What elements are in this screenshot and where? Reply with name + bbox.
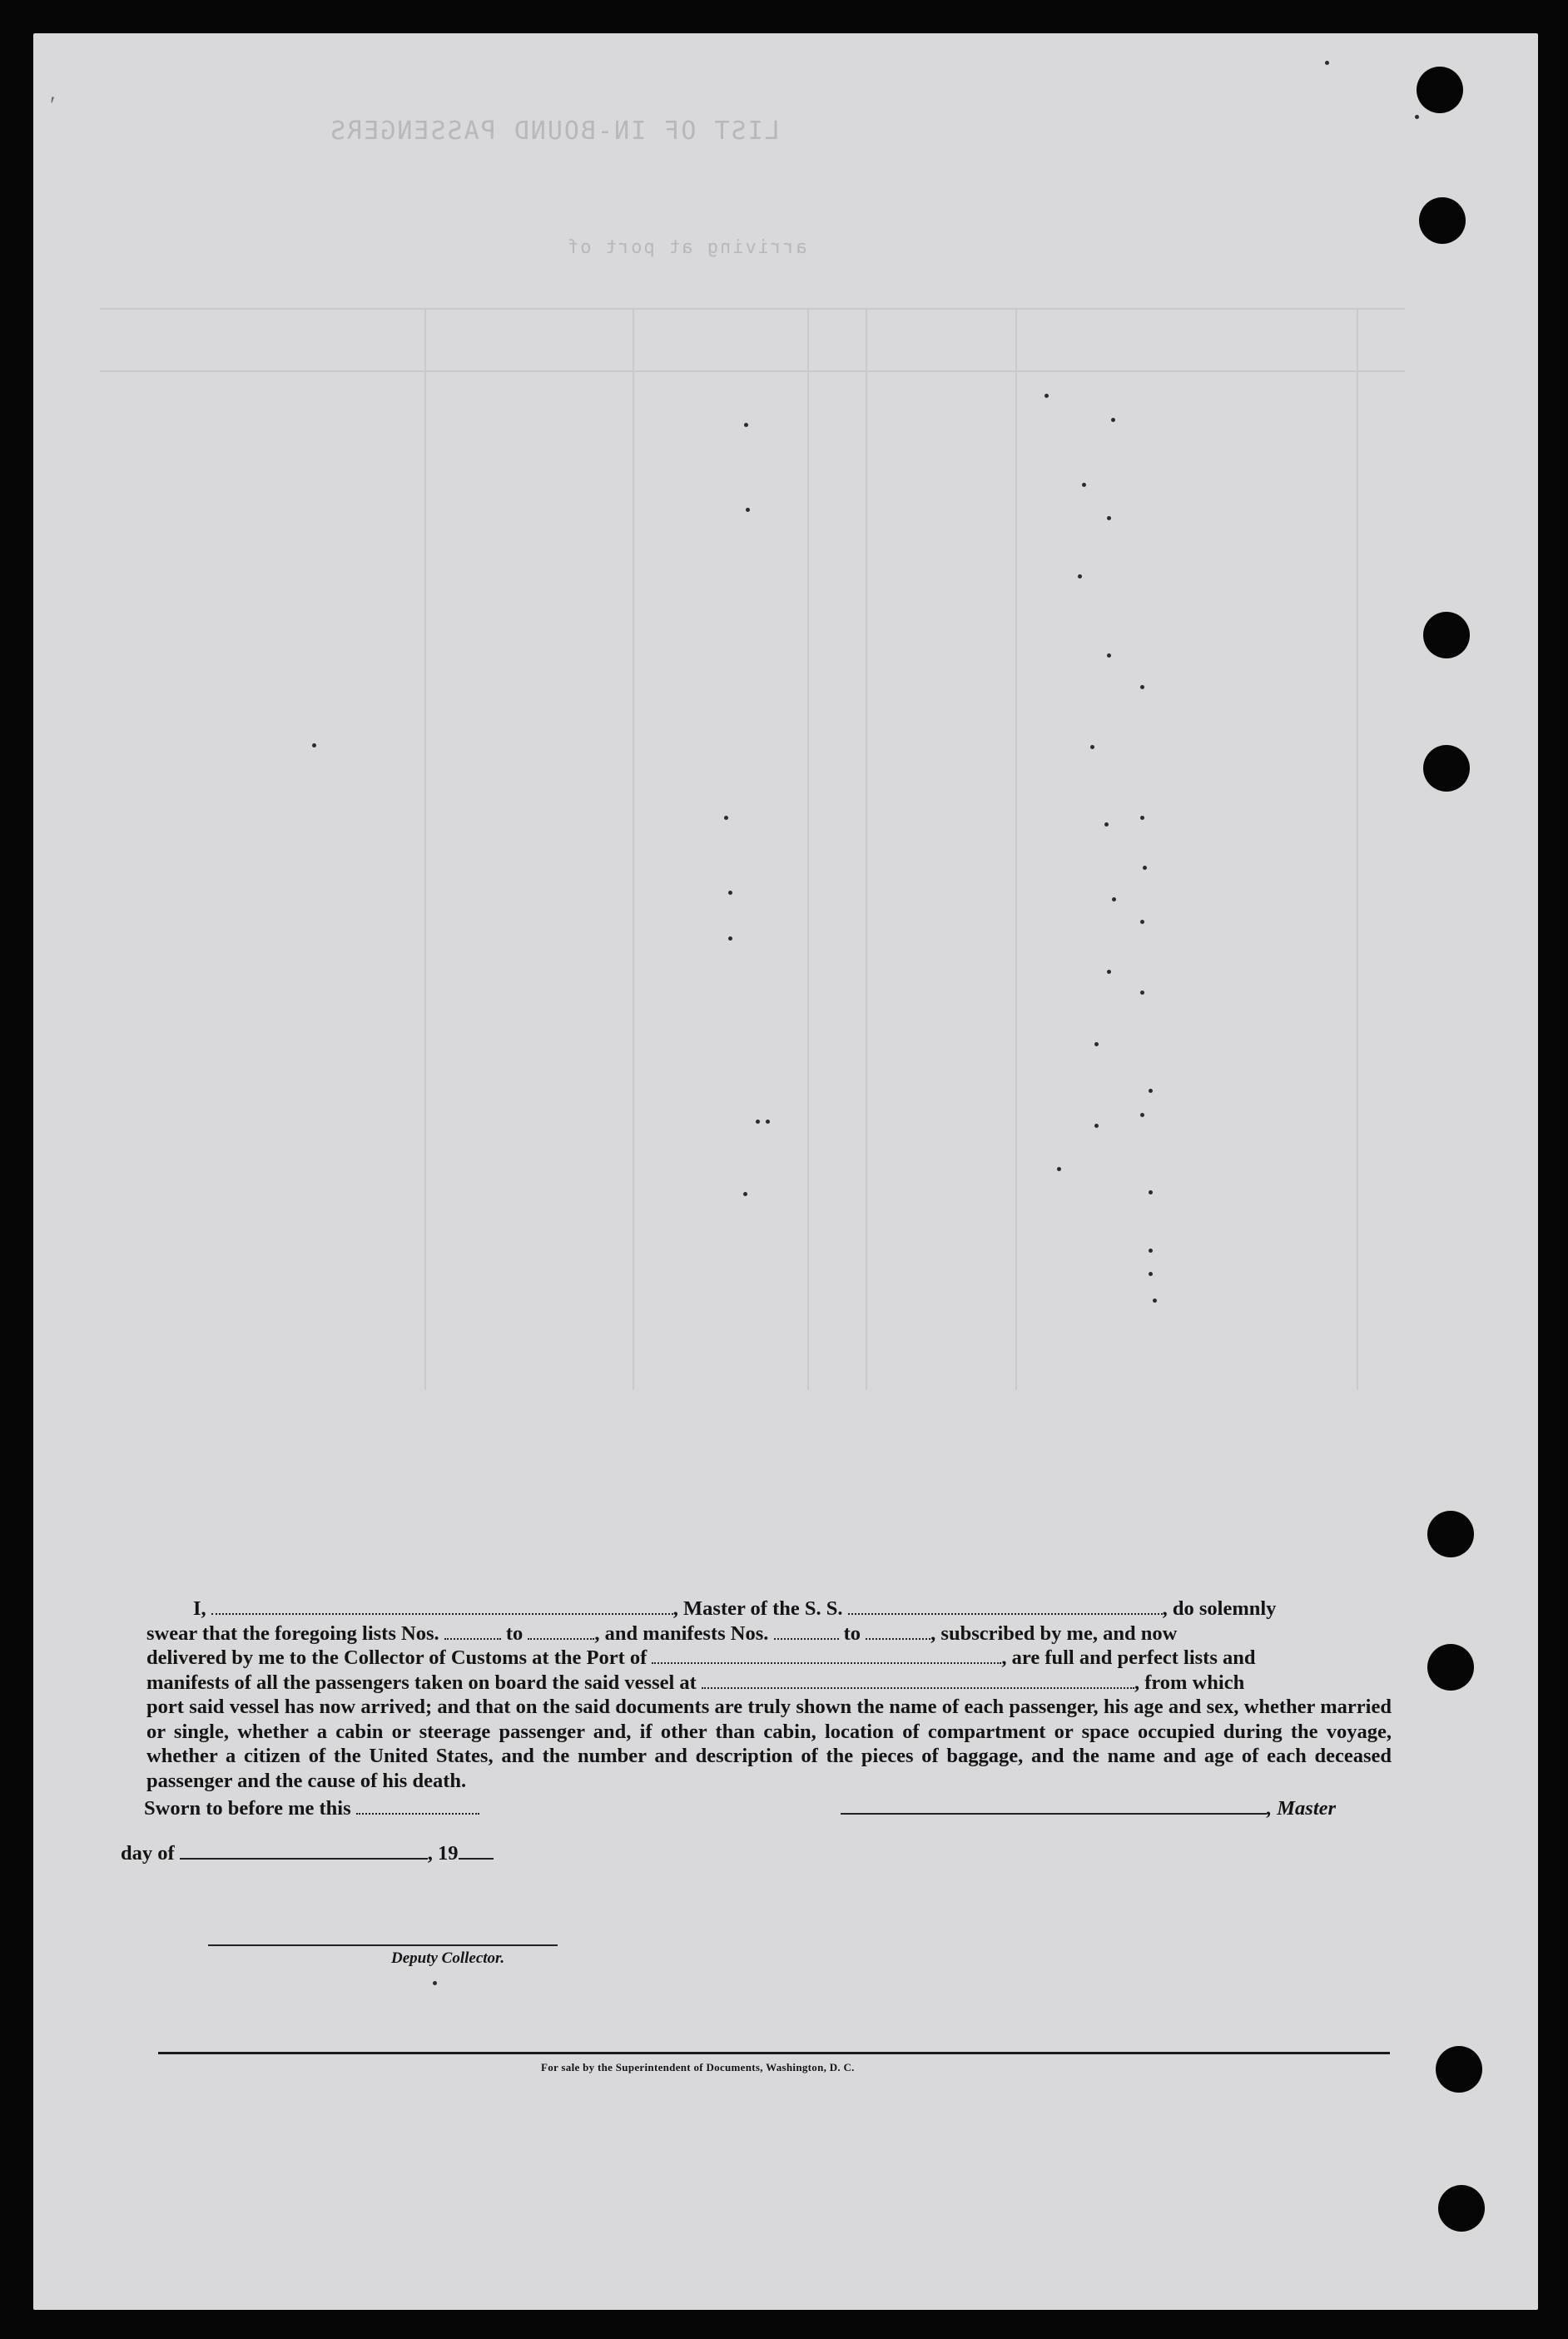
sworn-label: Sworn to before me this: [144, 1797, 351, 1820]
punch-hole: [1423, 745, 1470, 792]
ghost-column: [866, 308, 867, 1390]
day-of-label: day of: [121, 1842, 175, 1865]
day-of-line: [121, 1841, 494, 1865]
ship-name-blank[interactable]: [848, 1597, 1163, 1615]
sworn-line: [144, 1796, 479, 1820]
ink-dot: [1094, 1124, 1099, 1128]
oath-text: , subscribed by me, and now: [930, 1621, 1178, 1645]
ink-dot: [1111, 418, 1115, 422]
sworn-date-blank[interactable]: [356, 1796, 479, 1815]
ink-dot: [1140, 685, 1144, 689]
ink-dot: [1078, 574, 1082, 579]
ink-dot: [1140, 991, 1144, 995]
manifests-from-blank[interactable]: [774, 1621, 839, 1640]
oath-text: manifests of all the passengers taken on board the said vessel at: [146, 1671, 697, 1694]
manifests-to-blank[interactable]: [866, 1621, 930, 1640]
footer-rule: [158, 2052, 1390, 2054]
embark-port-blank[interactable]: [702, 1671, 1134, 1689]
punch-hole: [1423, 612, 1470, 658]
oath-line: [146, 1597, 1392, 1621]
ghost-column: [1015, 308, 1017, 1390]
ink-dot: [1140, 920, 1144, 924]
punch-hole: [1419, 197, 1466, 244]
ink-dot: [1153, 1299, 1157, 1303]
punch-hole: [1438, 2185, 1485, 2232]
oath-line: [146, 1621, 1392, 1646]
oath-text: I,: [193, 1597, 206, 1620]
oath-text: , are full and perfect lists and: [1001, 1646, 1256, 1669]
ink-dot: [1104, 822, 1109, 827]
bleed-through-layer: [33, 33, 1538, 1532]
ink-dot: [433, 1981, 437, 1985]
ink-dot: [1149, 1089, 1153, 1093]
oath-body: port said vessel has now arrived; and that on the said documents are truly shown the name of each passenger, his age and sex, whether married or single, whether a cabin or steerage passenger and, if other than cabin, location of compartment or space occupied during the voyage, whether a citizen of the United States, and the number and description of the pieces of baggage, and the name and age of each deceased passenger and the cause of his death.: [146, 1696, 1392, 1792]
ghost-column: [1357, 308, 1358, 1390]
ghost-rule: [100, 308, 1405, 310]
oath-text: , do solemnly: [1162, 1597, 1277, 1620]
ink-dot: [1415, 115, 1419, 119]
ink-dot: [744, 423, 748, 427]
ink-dot: [1149, 1272, 1153, 1276]
oath-text: , and manifests Nos.: [594, 1621, 769, 1645]
oath-text: to: [843, 1621, 861, 1645]
ghost-title: LIST OF IN-BOUND PASSENGERS: [329, 117, 780, 146]
ink-dot: [724, 816, 728, 820]
punch-hole: [1436, 2046, 1482, 2093]
ink-dot: [1149, 1190, 1153, 1194]
ink-dot: [312, 743, 316, 747]
oath-text: , Master of the S. S.: [672, 1597, 843, 1620]
ink-dot: [1149, 1249, 1153, 1253]
punch-hole: [1427, 1644, 1474, 1691]
ghost-rule: [100, 370, 1405, 372]
ink-dot: [746, 508, 750, 512]
master-signature-blank[interactable]: [841, 1796, 1267, 1815]
master-signature-line: [841, 1796, 1336, 1820]
deputy-signature-line[interactable]: [208, 1944, 558, 1946]
ink-dot: [1112, 897, 1116, 901]
year-blank[interactable]: [459, 1841, 494, 1860]
punch-hole: [1417, 67, 1463, 113]
year-label: , 19: [427, 1842, 459, 1865]
ink-dot: [1325, 61, 1329, 65]
oath-line: [146, 1671, 1392, 1696]
ink-dot: [728, 891, 732, 895]
ink-dot: [1057, 1167, 1061, 1171]
day-of-blank[interactable]: [180, 1841, 428, 1860]
oath-text: swear that the foregoing lists Nos.: [146, 1621, 439, 1645]
ink-dot: [743, 1192, 747, 1196]
ghost-line: arriving at port of: [566, 237, 807, 258]
ink-dot: [1140, 1113, 1144, 1117]
ink-dot: [1107, 970, 1111, 974]
ink-dot: [1143, 866, 1147, 870]
oath-text: to: [505, 1621, 523, 1645]
ghost-column: [633, 308, 634, 1390]
ghost-column: [424, 308, 426, 1390]
oath-text: , from which: [1134, 1671, 1245, 1694]
document-page: [33, 33, 1538, 2310]
ink-dot: [1140, 816, 1144, 820]
ink-dot: [1094, 1042, 1099, 1046]
ink-dot: [1107, 516, 1111, 520]
lists-from-blank[interactable]: [444, 1621, 501, 1640]
oath-text: delivered by me to the Collector of Customs at the Port of: [146, 1646, 648, 1669]
oath-line: [146, 1646, 1392, 1671]
deputy-collector-label: Deputy Collector.: [391, 1949, 505, 1967]
ink-dot: [1090, 745, 1094, 749]
corner-mark: ʹ: [50, 92, 56, 119]
lists-to-blank[interactable]: [528, 1621, 594, 1640]
punch-hole: [1427, 1511, 1474, 1557]
port-blank[interactable]: [652, 1646, 1001, 1664]
ink-dot: [756, 1120, 760, 1124]
ink-dot: [728, 936, 732, 941]
master-name-blank[interactable]: [211, 1597, 673, 1615]
ink-dot: [1107, 653, 1111, 658]
masters-oath: [146, 1597, 1392, 1793]
ink-dot: [1082, 483, 1086, 487]
footer-imprint: For sale by the Superintendent of Documents, Washington, D. C.: [541, 2061, 855, 2073]
ghost-column: [807, 308, 809, 1390]
master-label: , Master: [1267, 1797, 1337, 1820]
ink-dot: [766, 1120, 770, 1124]
ink-dot: [1045, 394, 1049, 398]
